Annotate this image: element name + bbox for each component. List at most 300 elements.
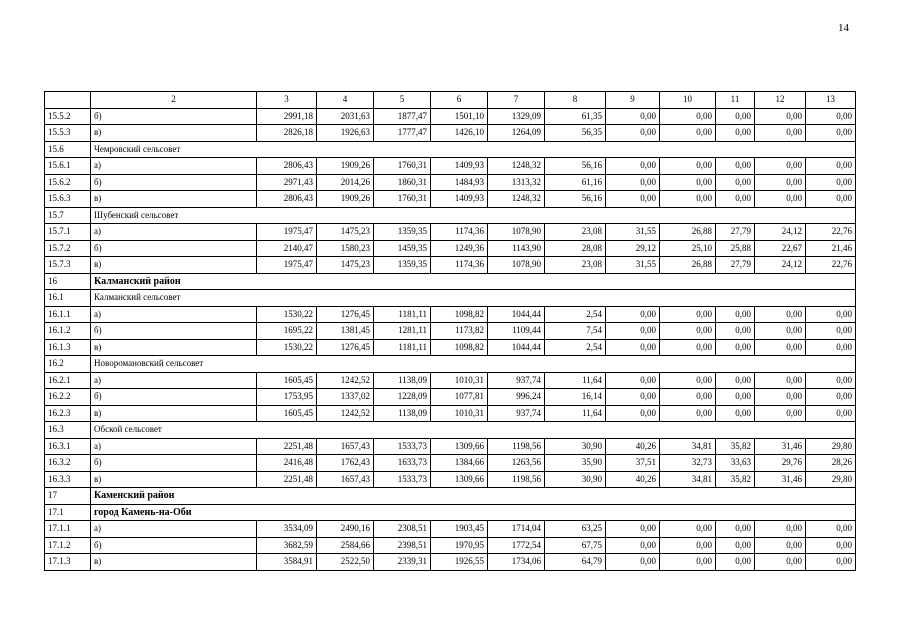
value-cell: 0,00 xyxy=(716,521,755,538)
value-cell: 1533,73 xyxy=(374,471,431,488)
value-cell: 2991,18 xyxy=(257,108,317,125)
column-number-cell: 9 xyxy=(606,92,660,109)
value-cell: 0,00 xyxy=(716,554,755,571)
row-code: 17.1 xyxy=(45,504,91,521)
value-cell: 1484,93 xyxy=(431,174,488,191)
row-code: 15.5.2 xyxy=(45,108,91,125)
value-cell: 0,00 xyxy=(806,405,856,422)
value-cell: 0,00 xyxy=(660,339,716,356)
value-cell: 2251,48 xyxy=(257,438,317,455)
value-cell: 23,08 xyxy=(545,257,606,274)
value-cell: 1975,47 xyxy=(257,224,317,241)
value-cell: 1359,35 xyxy=(374,257,431,274)
value-cell: 0,00 xyxy=(660,389,716,406)
page-number: 14 xyxy=(838,22,849,34)
value-cell: 1734,06 xyxy=(488,554,545,571)
table-row xyxy=(45,125,856,142)
value-cell: 1384,66 xyxy=(431,455,488,472)
row-label: а) xyxy=(91,306,257,323)
row-label: а) xyxy=(91,158,257,175)
value-cell: 0,00 xyxy=(660,191,716,208)
value-cell: 1605,45 xyxy=(257,372,317,389)
table-row xyxy=(45,240,856,257)
row-code: 17.1.1 xyxy=(45,521,91,538)
value-cell: 31,46 xyxy=(755,471,806,488)
value-cell: 0,00 xyxy=(755,306,806,323)
value-cell: 0,00 xyxy=(660,537,716,554)
settlement-title: Калманский сельсовет xyxy=(91,290,856,307)
row-code: 15.7 xyxy=(45,207,91,224)
row-label: в) xyxy=(91,125,257,142)
table-row xyxy=(45,372,856,389)
row-code: 17.1.3 xyxy=(45,554,91,571)
value-cell: 1860,31 xyxy=(374,174,431,191)
row-code: 15.5.3 xyxy=(45,125,91,142)
value-cell: 1044,44 xyxy=(488,339,545,356)
value-cell: 1657,43 xyxy=(317,471,374,488)
row-label: в) xyxy=(91,554,257,571)
value-cell: 0,00 xyxy=(660,174,716,191)
district-title: Каменский район xyxy=(91,488,856,505)
district-title: город Камень-на-Оби xyxy=(91,504,856,521)
value-cell: 1228,09 xyxy=(374,389,431,406)
value-cell: 23,08 xyxy=(545,224,606,241)
row-label: в) xyxy=(91,191,257,208)
value-cell: 0,00 xyxy=(716,306,755,323)
value-cell: 0,00 xyxy=(660,521,716,538)
value-cell: 1530,22 xyxy=(257,306,317,323)
value-cell: 1926,55 xyxy=(431,554,488,571)
value-cell: 1777,47 xyxy=(374,125,431,142)
value-cell: 1143,90 xyxy=(488,240,545,257)
value-cell: 996,24 xyxy=(488,389,545,406)
table-row xyxy=(45,158,856,175)
value-cell: 28,26 xyxy=(806,455,856,472)
column-number-cell xyxy=(45,92,91,109)
column-number-cell: 2 xyxy=(91,92,257,109)
value-cell: 0,00 xyxy=(806,191,856,208)
value-cell: 61,35 xyxy=(545,108,606,125)
value-cell: 30,90 xyxy=(545,471,606,488)
value-cell: 1580,23 xyxy=(317,240,374,257)
value-cell: 0,00 xyxy=(806,158,856,175)
value-cell: 1426,10 xyxy=(431,125,488,142)
value-cell: 0,00 xyxy=(716,174,755,191)
value-cell: 1970,95 xyxy=(431,537,488,554)
value-cell: 0,00 xyxy=(660,323,716,340)
value-cell: 0,00 xyxy=(660,125,716,142)
table-row xyxy=(45,224,856,241)
table-row xyxy=(45,306,856,323)
value-cell: 0,00 xyxy=(755,537,806,554)
value-cell: 56,35 xyxy=(545,125,606,142)
value-cell: 61,16 xyxy=(545,174,606,191)
value-cell: 1276,45 xyxy=(317,339,374,356)
row-code: 16.1.1 xyxy=(45,306,91,323)
value-cell: 28,08 xyxy=(545,240,606,257)
table-row xyxy=(45,389,856,406)
value-cell: 1762,43 xyxy=(317,455,374,472)
tariff-table xyxy=(44,91,856,571)
value-cell: 2522,50 xyxy=(317,554,374,571)
table-row xyxy=(45,257,856,274)
value-cell: 1078,90 xyxy=(488,224,545,241)
value-cell: 2806,43 xyxy=(257,191,317,208)
value-cell: 21,46 xyxy=(806,240,856,257)
value-cell: 2584,66 xyxy=(317,537,374,554)
value-cell: 0,00 xyxy=(716,323,755,340)
value-cell: 22,67 xyxy=(755,240,806,257)
column-number-cell: 4 xyxy=(317,92,374,109)
table-row xyxy=(45,455,856,472)
value-cell: 22,76 xyxy=(806,224,856,241)
value-cell: 1309,66 xyxy=(431,471,488,488)
value-cell: 0,00 xyxy=(755,125,806,142)
value-cell: 30,90 xyxy=(545,438,606,455)
value-cell: 1533,73 xyxy=(374,438,431,455)
row-label: б) xyxy=(91,174,257,191)
row-code: 16.2.1 xyxy=(45,372,91,389)
value-cell: 1530,22 xyxy=(257,339,317,356)
value-cell: 1475,23 xyxy=(317,257,374,274)
value-cell: 1077,81 xyxy=(431,389,488,406)
column-number-cell: 8 xyxy=(545,92,606,109)
value-cell: 0,00 xyxy=(606,306,660,323)
value-cell: 1174,36 xyxy=(431,224,488,241)
value-cell: 1309,66 xyxy=(431,438,488,455)
row-label: б) xyxy=(91,455,257,472)
value-cell: 26,88 xyxy=(660,224,716,241)
value-cell: 0,00 xyxy=(660,554,716,571)
value-cell: 0,00 xyxy=(755,389,806,406)
value-cell: 1877,47 xyxy=(374,108,431,125)
row-label: б) xyxy=(91,389,257,406)
value-cell: 0,00 xyxy=(606,339,660,356)
value-cell: 1501,10 xyxy=(431,108,488,125)
value-cell: 0,00 xyxy=(755,554,806,571)
value-cell: 1138,09 xyxy=(374,372,431,389)
value-cell: 0,00 xyxy=(716,389,755,406)
value-cell: 0,00 xyxy=(606,521,660,538)
row-label: б) xyxy=(91,108,257,125)
row-code: 15.6.2 xyxy=(45,174,91,191)
value-cell: 1359,35 xyxy=(374,224,431,241)
value-cell: 67,75 xyxy=(545,537,606,554)
value-cell: 33,63 xyxy=(716,455,755,472)
value-cell: 0,00 xyxy=(806,108,856,125)
value-cell: 37,51 xyxy=(606,455,660,472)
value-cell: 2826,18 xyxy=(257,125,317,142)
value-cell: 0,00 xyxy=(606,554,660,571)
row-code: 16 xyxy=(45,273,91,290)
value-cell: 0,00 xyxy=(606,372,660,389)
value-cell: 1281,11 xyxy=(374,323,431,340)
table-row xyxy=(45,108,856,125)
value-cell: 2339,31 xyxy=(374,554,431,571)
value-cell: 1975,47 xyxy=(257,257,317,274)
value-cell: 1138,09 xyxy=(374,405,431,422)
row-code: 15.6.1 xyxy=(45,158,91,175)
value-cell: 0,00 xyxy=(806,372,856,389)
section-row xyxy=(45,504,856,521)
district-title: Калманский район xyxy=(91,273,856,290)
value-cell: 3584,91 xyxy=(257,554,317,571)
column-number-cell: 11 xyxy=(716,92,755,109)
value-cell: 937,74 xyxy=(488,405,545,422)
value-cell: 2,54 xyxy=(545,306,606,323)
value-cell: 35,82 xyxy=(716,438,755,455)
table-row xyxy=(45,323,856,340)
value-cell: 1409,93 xyxy=(431,158,488,175)
value-cell: 16,14 xyxy=(545,389,606,406)
value-cell: 0,00 xyxy=(660,306,716,323)
value-cell: 0,00 xyxy=(806,521,856,538)
value-cell: 0,00 xyxy=(716,125,755,142)
value-cell: 0,00 xyxy=(755,372,806,389)
column-number-row xyxy=(45,92,856,109)
column-number-cell: 5 xyxy=(374,92,431,109)
row-code: 16.3.2 xyxy=(45,455,91,472)
value-cell: 0,00 xyxy=(755,108,806,125)
value-cell: 63,25 xyxy=(545,521,606,538)
value-cell: 0,00 xyxy=(660,158,716,175)
value-cell: 1242,52 xyxy=(317,372,374,389)
value-cell: 1926,63 xyxy=(317,125,374,142)
value-cell: 0,00 xyxy=(606,405,660,422)
value-cell: 1276,45 xyxy=(317,306,374,323)
value-cell: 1459,35 xyxy=(374,240,431,257)
value-cell: 1381,45 xyxy=(317,323,374,340)
value-cell: 0,00 xyxy=(660,372,716,389)
value-cell: 0,00 xyxy=(606,108,660,125)
value-cell: 1248,32 xyxy=(488,191,545,208)
value-cell: 0,00 xyxy=(716,339,755,356)
row-code: 16.1 xyxy=(45,290,91,307)
value-cell: 0,00 xyxy=(716,405,755,422)
value-cell: 1174,36 xyxy=(431,257,488,274)
value-cell: 1181,11 xyxy=(374,306,431,323)
value-cell: 0,00 xyxy=(755,323,806,340)
table-row xyxy=(45,405,856,422)
value-cell: 0,00 xyxy=(606,174,660,191)
value-cell: 3682,59 xyxy=(257,537,317,554)
value-cell: 25,10 xyxy=(660,240,716,257)
value-cell: 2398,51 xyxy=(374,537,431,554)
value-cell: 0,00 xyxy=(606,323,660,340)
value-cell: 7,54 xyxy=(545,323,606,340)
subsection-row xyxy=(45,422,856,439)
table-row xyxy=(45,339,856,356)
value-cell: 0,00 xyxy=(606,537,660,554)
value-cell: 0,00 xyxy=(606,191,660,208)
row-code: 17.1.2 xyxy=(45,537,91,554)
value-cell: 0,00 xyxy=(806,306,856,323)
row-code: 16.3 xyxy=(45,422,91,439)
value-cell: 56,16 xyxy=(545,158,606,175)
row-code: 15.7.3 xyxy=(45,257,91,274)
value-cell: 27,79 xyxy=(716,224,755,241)
value-cell: 0,00 xyxy=(660,108,716,125)
column-number-cell: 10 xyxy=(660,92,716,109)
row-label: в) xyxy=(91,339,257,356)
value-cell: 1772,54 xyxy=(488,537,545,554)
value-cell: 1198,56 xyxy=(488,438,545,455)
value-cell: 35,82 xyxy=(716,471,755,488)
value-cell: 2014,26 xyxy=(317,174,374,191)
row-code: 16.3.1 xyxy=(45,438,91,455)
value-cell: 0,00 xyxy=(806,339,856,356)
value-cell: 1263,56 xyxy=(488,455,545,472)
value-cell: 1760,31 xyxy=(374,158,431,175)
value-cell: 25,88 xyxy=(716,240,755,257)
value-cell: 1248,32 xyxy=(488,158,545,175)
value-cell: 0,00 xyxy=(755,191,806,208)
value-cell: 0,00 xyxy=(806,554,856,571)
value-cell: 0,00 xyxy=(716,372,755,389)
value-cell: 2490,16 xyxy=(317,521,374,538)
row-label: а) xyxy=(91,372,257,389)
column-number-cell: 3 xyxy=(257,92,317,109)
value-cell: 40,26 xyxy=(606,438,660,455)
value-cell: 2308,51 xyxy=(374,521,431,538)
value-cell: 0,00 xyxy=(716,158,755,175)
settlement-title: Новоромановский сельсовет xyxy=(91,356,856,373)
value-cell: 0,00 xyxy=(806,389,856,406)
value-cell: 1409,93 xyxy=(431,191,488,208)
value-cell: 0,00 xyxy=(716,191,755,208)
row-label: б) xyxy=(91,240,257,257)
value-cell: 0,00 xyxy=(755,405,806,422)
value-cell: 31,55 xyxy=(606,257,660,274)
value-cell: 0,00 xyxy=(755,158,806,175)
value-cell: 11,64 xyxy=(545,405,606,422)
value-cell: 24,12 xyxy=(755,224,806,241)
value-cell: 1903,45 xyxy=(431,521,488,538)
subsection-row xyxy=(45,207,856,224)
value-cell: 1337,02 xyxy=(317,389,374,406)
table-row xyxy=(45,191,856,208)
value-cell: 3534,09 xyxy=(257,521,317,538)
value-cell: 1313,32 xyxy=(488,174,545,191)
value-cell: 1044,44 xyxy=(488,306,545,323)
value-cell: 32,73 xyxy=(660,455,716,472)
row-label: а) xyxy=(91,224,257,241)
value-cell: 0,00 xyxy=(806,174,856,191)
value-cell: 1760,31 xyxy=(374,191,431,208)
row-label: а) xyxy=(91,438,257,455)
value-cell: 1249,36 xyxy=(431,240,488,257)
value-cell: 1198,56 xyxy=(488,471,545,488)
value-cell: 2251,48 xyxy=(257,471,317,488)
value-cell: 64,79 xyxy=(545,554,606,571)
row-code: 16.3.3 xyxy=(45,471,91,488)
value-cell: 2,54 xyxy=(545,339,606,356)
value-cell: 24,12 xyxy=(755,257,806,274)
value-cell: 29,80 xyxy=(806,438,856,455)
value-cell: 0,00 xyxy=(606,125,660,142)
value-cell: 35,90 xyxy=(545,455,606,472)
value-cell: 29,12 xyxy=(606,240,660,257)
value-cell: 1909,26 xyxy=(317,191,374,208)
value-cell: 29,76 xyxy=(755,455,806,472)
value-cell: 31,46 xyxy=(755,438,806,455)
value-cell: 34,81 xyxy=(660,438,716,455)
value-cell: 2140,47 xyxy=(257,240,317,257)
value-cell: 0,00 xyxy=(660,405,716,422)
value-cell: 29,80 xyxy=(806,471,856,488)
subsection-row xyxy=(45,141,856,158)
value-cell: 2806,43 xyxy=(257,158,317,175)
value-cell: 1714,04 xyxy=(488,521,545,538)
value-cell: 937,74 xyxy=(488,372,545,389)
value-cell: 0,00 xyxy=(606,389,660,406)
row-label: в) xyxy=(91,257,257,274)
table-row xyxy=(45,438,856,455)
subsection-row xyxy=(45,290,856,307)
value-cell: 0,00 xyxy=(806,323,856,340)
value-cell: 1605,45 xyxy=(257,405,317,422)
value-cell: 0,00 xyxy=(755,339,806,356)
value-cell: 0,00 xyxy=(716,537,755,554)
row-label: б) xyxy=(91,537,257,554)
settlement-title: Обской сельсовет xyxy=(91,422,856,439)
value-cell: 1329,09 xyxy=(488,108,545,125)
value-cell: 26,88 xyxy=(660,257,716,274)
value-cell: 1181,11 xyxy=(374,339,431,356)
row-label: в) xyxy=(91,471,257,488)
value-cell: 0,00 xyxy=(755,174,806,191)
value-cell: 1242,52 xyxy=(317,405,374,422)
value-cell: 1264,09 xyxy=(488,125,545,142)
value-cell: 0,00 xyxy=(716,108,755,125)
row-code: 16.1.2 xyxy=(45,323,91,340)
column-number-cell: 12 xyxy=(755,92,806,109)
value-cell: 1078,90 xyxy=(488,257,545,274)
table-row xyxy=(45,471,856,488)
value-cell: 1657,43 xyxy=(317,438,374,455)
table-row xyxy=(45,521,856,538)
settlement-title: Чемровский сельсовет xyxy=(91,141,856,158)
value-cell: 1098,82 xyxy=(431,306,488,323)
value-cell: 1098,82 xyxy=(431,339,488,356)
table-row xyxy=(45,174,856,191)
row-label: в) xyxy=(91,405,257,422)
value-cell: 1695,22 xyxy=(257,323,317,340)
row-code: 17 xyxy=(45,488,91,505)
row-code: 16.2 xyxy=(45,356,91,373)
subsection-row xyxy=(45,356,856,373)
row-code: 16.2.3 xyxy=(45,405,91,422)
value-cell: 34,81 xyxy=(660,471,716,488)
table-row xyxy=(45,537,856,554)
value-cell: 2971,43 xyxy=(257,174,317,191)
value-cell: 31,55 xyxy=(606,224,660,241)
column-number-cell: 7 xyxy=(488,92,545,109)
value-cell: 1010,31 xyxy=(431,405,488,422)
value-cell: 1173,82 xyxy=(431,323,488,340)
column-number-cell: 6 xyxy=(431,92,488,109)
row-label: а) xyxy=(91,521,257,538)
value-cell: 56,16 xyxy=(545,191,606,208)
value-cell: 2031,63 xyxy=(317,108,374,125)
row-code: 15.6 xyxy=(45,141,91,158)
value-cell: 0,00 xyxy=(755,521,806,538)
section-row xyxy=(45,488,856,505)
value-cell: 1633,73 xyxy=(374,455,431,472)
row-code: 15.7.1 xyxy=(45,224,91,241)
value-cell: 1109,44 xyxy=(488,323,545,340)
value-cell: 11,64 xyxy=(545,372,606,389)
